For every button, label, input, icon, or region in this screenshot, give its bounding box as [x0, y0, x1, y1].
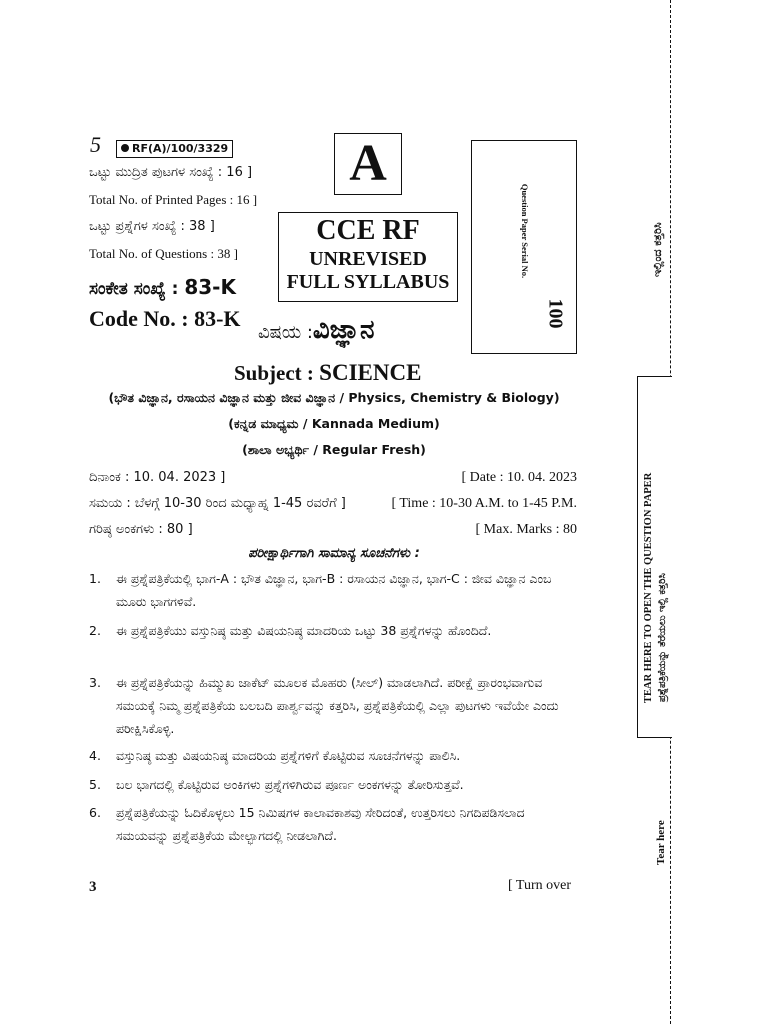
instruction-number: 5. — [89, 777, 101, 792]
instruction-item — [89, 671, 579, 740]
instruction-item — [89, 773, 579, 796]
subject-kn — [258, 315, 374, 346]
turn-over: [ Turn over — [508, 878, 572, 893]
paper-version-box: A — [334, 133, 402, 195]
serial-number-label: Question Paper Serial No. — [520, 183, 530, 279]
total-questions-kn: ಒಟ್ಟು ಪ್ರಶ್ನೆಗಳ ಸಂಖ್ಯೆ : 38 ] — [89, 219, 215, 234]
cut-here-kn: ಇಲ್ಲಿಂದ ಕತ್ತರಿಸಿ — [651, 222, 664, 277]
marks-en: [ Max. Marks : 80 — [475, 522, 577, 537]
instruction-number: 1. — [89, 571, 101, 586]
instruction-text: ಪ್ರಶ್ನೆಪತ್ರಿಕೆಯನ್ನು ಓದಿಕೊಳ್ಳಲು 15 ನಿಮಿಷಗಳ ಕಾಲಾವಕಾಶವು ಸೇರಿದಂತೆ, ಉತ್ತರಿಸಲು ನಿಗದಿಪಡಿಸಲಾದ ಸಮಯವನ್ನು ಪ್ರಶ್ನೆಪತ್ರಿಕೆಯ ಮೇಲ್ಭಾಗದಲ್ಲಿ ನೀಡಲಾಗಿದೆ. — [116, 805, 525, 843]
tear-here-label: Tear here — [655, 820, 667, 865]
subject-en — [234, 360, 421, 386]
instructions-heading: ಪರೀಕ್ಷಾರ್ಥಿಗಾಗಿ ಸಾಮಾನ್ಯ ಸೂಚನೆಗಳು : — [248, 546, 420, 561]
instruction-number: 6. — [89, 805, 101, 820]
date-row — [89, 470, 577, 485]
code-number-kn — [89, 275, 236, 299]
instruction-item — [89, 567, 579, 613]
time-row — [89, 496, 577, 511]
candidate-type: (ಶಾಲಾ ಅಭ್ಯರ್ಥಿ / Regular Fresh) — [242, 442, 426, 457]
instruction-number: 3. — [89, 675, 101, 690]
bullet-icon — [121, 144, 129, 152]
instruction-item — [89, 801, 579, 847]
instruction-text: ಈ ಪ್ರಶ್ನೆಪತ್ರಿಕೆಯಲ್ಲಿ ಭಾಗ-A : ಭೌತ ವಿಜ್ಞಾನ, ಭಾಗ-B : ರಸಾಯನ ವಿಜ್ಞಾನ, ಭಾಗ-C : ಜೀವ ವಿಜ್ಞಾನ ಎಂಬ ಮೂರು ಭಾಗಗಳಿವೆ. — [116, 571, 552, 609]
page-number: 5 — [90, 132, 101, 157]
medium: (ಕನ್ನಡ ಮಾಧ್ಯಮ / Kannada Medium) — [228, 416, 440, 431]
instruction-text: ಈ ಪ್ರಶ್ನೆಪತ್ರಿಕೆಯನ್ನು ಹಿಮ್ಮುಖ ಜಾಕೆಟ್ ಮೂಲಕ ಮೊಹರು (ಸೀಲ್) ಮಾಡಲಾಗಿದೆ. ಪರೀಕ್ಷೆ ಪ್ರಾರಂಭವಾಗುವ ಸಮಯಕ್ಕೆ ನಿಮ್ಮ ಪ್ರಶ್ನೆಪತ್ರಿಕೆಯ ಬಲಬದಿ ಪಾರ್ಶ್ವವನ್ನು ಕತ್ತರಿಸಿ, ಪ್ರಶ್ನೆಪತ್ರಿಕೆಯಲ್ಲಿ ಎಲ್ಲಾ ಪುಟಗಳು ಇವೆಯೇ ಎಂದು ಪರೀಕ್ಷಿಸಿಕೊಳ್ಳಿ. — [116, 675, 559, 736]
serial-number-value: 100 — [544, 298, 567, 329]
instruction-text: ವಸ್ತುನಿಷ್ಠ ಮತ್ತು ವಿಷಯನಿಷ್ಠ ಮಾದರಿಯ ಪ್ರಶ್ನೆಗಳಿಗೆ ಕೊಟ್ಟಿರುವ ಸೂಚನೆಗಳನ್ನು ಪಾಲಿಸಿ. — [116, 748, 461, 763]
instruction-text: ಬಲ ಭಾಗದಲ್ಲಿ ಕೊಟ್ಟಿರುವ ಅಂಕಿಗಳು ಪ್ರಶ್ನೆಗಳಿಗಿರುವ ಪೂರ್ಣ ಅಂಕಗಳನ್ನು ತೋರಿಸುತ್ತವೆ. — [116, 777, 464, 792]
code-number-en: Code No. : 83-K — [89, 306, 241, 331]
time-en: [ Time : 10-30 A.M. to 1-45 P.M. — [391, 496, 577, 511]
printed-pages-en: Total No. of Printed Pages : 16 ] — [89, 192, 258, 207]
date-en: [ Date : 10. 04. 2023 — [461, 470, 577, 485]
marks-kn: ಗರಿಷ್ಠ ಅಂಕಗಳು : 80 ] — [89, 522, 193, 537]
subject-en-label: Subject : — [234, 361, 314, 385]
printed-pages-kn: ಒಟ್ಟು ಮುದ್ರಿತ ಪುಟಗಳ ಸಂಖ್ಯೆ : 16 ] — [89, 165, 253, 180]
cce-rf-title: CCE RF — [316, 215, 420, 246]
total-questions-en: Total No. of Questions : 38 ] — [89, 246, 238, 261]
instruction-item — [89, 744, 579, 767]
code-number-kn-value: 83-K — [184, 275, 236, 299]
tear-instruction-kn: ಪ್ರಶ್ನೆಪತ್ರಿಕೆಯನ್ನು ತೆರೆಯಲು ಇಲ್ಲಿ ಕತ್ತರಿಸಿ — [657, 573, 668, 702]
rf-code-badge — [116, 140, 233, 158]
instruction-number: 2. — [89, 623, 101, 638]
cce-rf-box — [278, 212, 458, 302]
time-kn: ಸಮಯ : ಬೆಳಗ್ಗೆ 10-30 ರಿಂದ ಮಧ್ಯಾಹ್ನ 1-45 ರವರೆಗೆ ] — [89, 496, 346, 511]
cce-rf-unrevised: UNREVISED — [309, 248, 427, 270]
subject-en-value: SCIENCE — [319, 360, 422, 385]
subject-kn-label: ವಿಷಯ : — [258, 322, 313, 343]
tear-instruction-en: TEAR HERE TO OPEN THE QUESTION PAPER — [643, 472, 654, 703]
date-kn: ದಿನಾಂಕ : 10. 04. 2023 ] — [89, 470, 226, 485]
sheet-number: 3 — [89, 879, 97, 895]
instruction-number: 4. — [89, 748, 101, 763]
rf-code: RF(A)/100/3329 — [132, 142, 229, 155]
cce-rf-syllabus: FULL SYLLABUS — [286, 271, 450, 293]
instruction-item — [89, 619, 579, 642]
marks-row — [89, 522, 577, 537]
subject-parts: (ಭೌತ ವಿಜ್ಞಾನ, ರಸಾಯನ ವಿಜ್ಞಾನ ಮತ್ತು ಜೀವ ವಿಜ್ಞಾನ / Physics, Chemistry & Biology) — [108, 390, 560, 405]
instruction-text: ಈ ಪ್ರಶ್ನೆಪತ್ರಿಕೆಯು ವಸ್ತುನಿಷ್ಠ ಮತ್ತು ವಿಷಯನಿಷ್ಠ ಮಾದರಿಯ ಒಟ್ಟು 38 ಪ್ರಶ್ನೆಗಳನ್ನು ಹೊಂದಿದೆ. — [116, 623, 492, 638]
subject-kn-value: ವಿಜ್ಞಾನ — [312, 315, 375, 345]
code-number-kn-label: ಸಂಕೇತ ಸಂಖ್ಯೆ : — [89, 279, 179, 299]
